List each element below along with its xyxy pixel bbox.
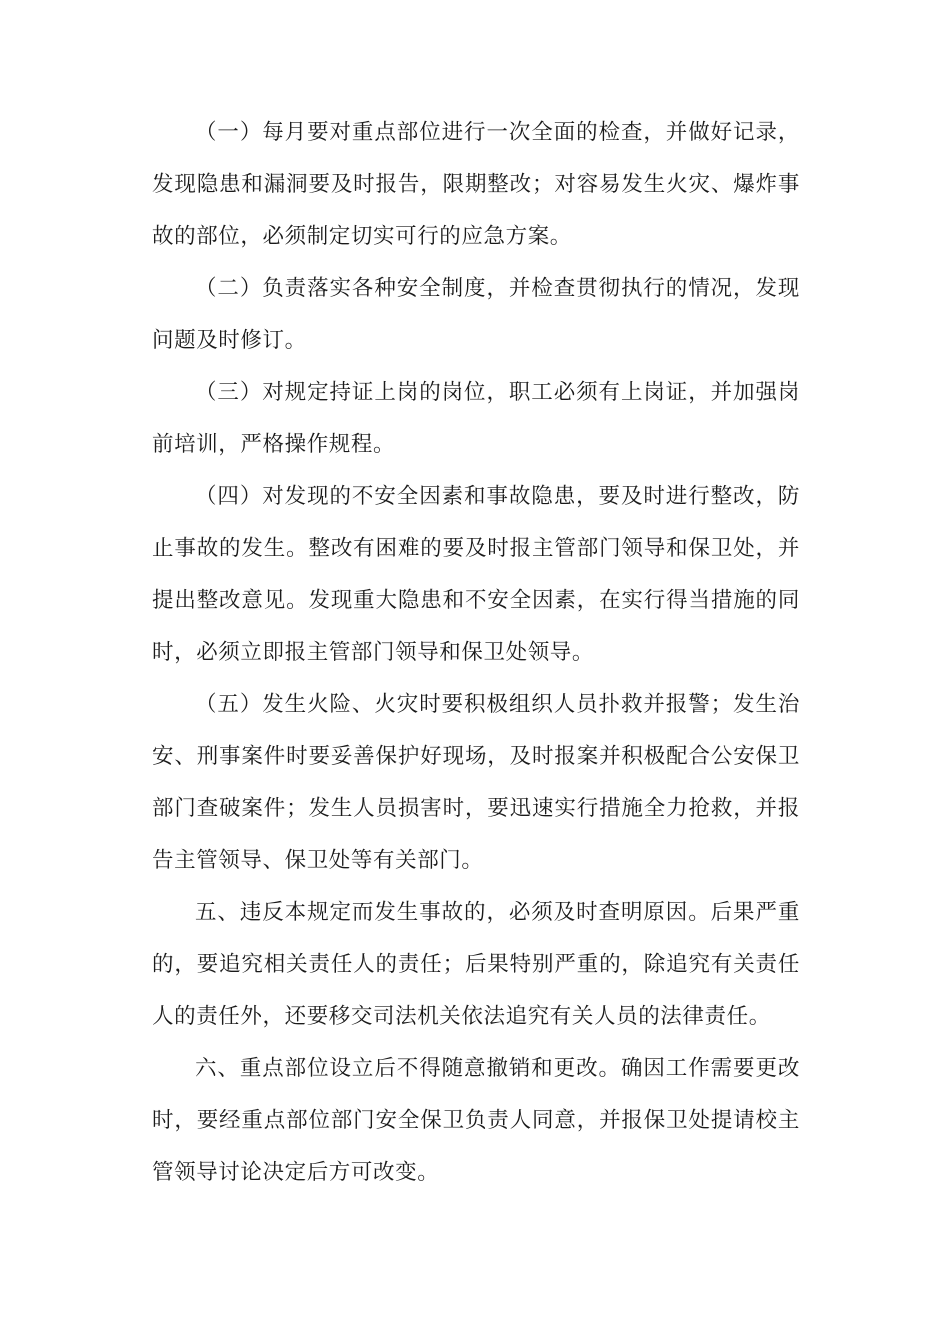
paragraph-4: （四）对发现的不安全因素和事故隐患，要及时进行整改，防止事故的发生。整改有困难的要及时报主管部门领导和保卫处，并提出整改意见。发现重大隐患和不安全因素，在实行得当措施的同时，必须立即报主管部门领导和保卫处领导。 — [152, 484, 800, 665]
paragraph-2: （二）负责落实各种安全制度，并检查贯彻执行的情况，发现问题及时修订。 — [152, 276, 800, 353]
paragraph-1: （一）每月要对重点部位进行一次全面的检查，并做好记录，发现隐患和漏洞要及时报告，限期整改；对容易发生火灾、爆炸事故的部位，必须制定切实可行的应急方案。 — [152, 120, 800, 249]
paragraph-3: （三）对规定持证上岗的岗位，职工必须有上岗证，并加强岗前培训，严格操作规程。 — [152, 380, 800, 457]
paragraph-7: 六、重点部位设立后不得随意撤销和更改。确因工作需要更改时，要经重点部位部门安全保卫负责人同意，并报保卫处提请校主管领导讨论决定后方可改变。 — [152, 1056, 800, 1185]
document-body — [152, 107, 800, 1199]
paragraph-5: （五）发生火险、火灾时要积极组织人员扑救并报警；发生治安、刑事案件时要妥善保护好现场，及时报案并积极配合公安保卫部门查破案件；发生人员损害时，要迅速实行措施全力抢救，并报告主管领导、保卫处等有关部门。 — [152, 692, 800, 873]
paragraph-6: 五、违反本规定而发生事故的，必须及时查明原因。后果严重的，要追究相关责任人的责任；后果特别严重的，除追究有关责任人的责任外，还要移交司法机关依法追究有关人员的法律责任。 — [152, 900, 800, 1029]
